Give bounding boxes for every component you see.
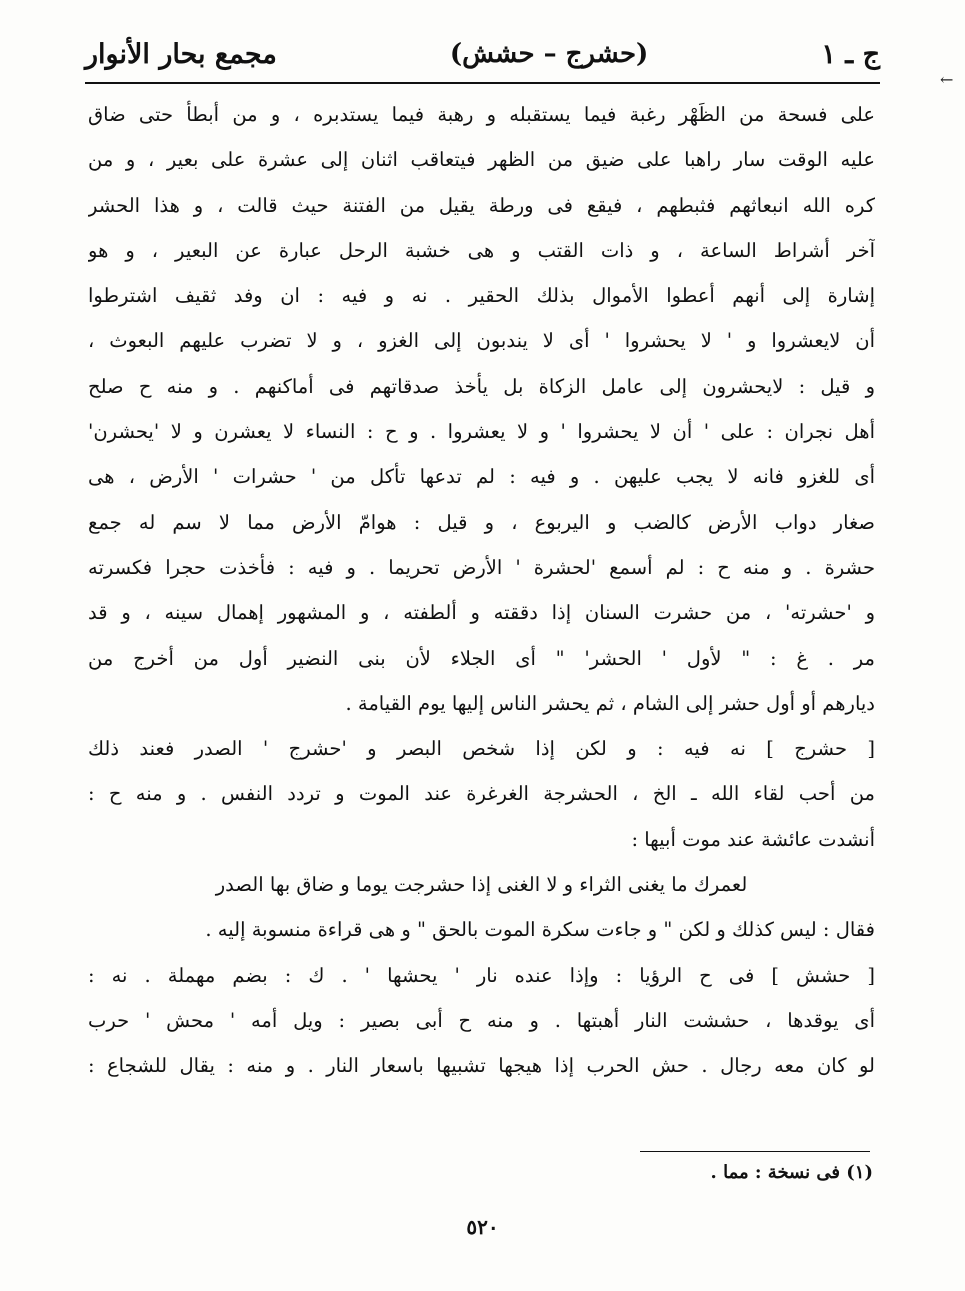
book-title: مجمع بحار الأنوار	[85, 38, 277, 70]
text-line: حشرة . و منه ح : لم أسمع 'لحشرة ' الأرض تحريما . و فيه : فأخذت حجرا فكسرته	[88, 555, 875, 579]
footnote: (١) فى نسخة : مما .	[710, 1162, 873, 1183]
section-range: (حشرج – حشش)	[449, 39, 649, 69]
footnote-rule	[640, 1151, 870, 1152]
text-line: مر . غ : " لأول ' الحشر' " أى الجلاء لأن بنى النضير أول من أخرج من	[88, 646, 875, 670]
text-line: صغار دواب الأرض كالضب و اليربوع ، و قيل : هوامّ الأرض مما لا سم له جمع	[88, 510, 875, 534]
margin-mark: ←	[940, 70, 954, 89]
text-line: آخر أشراط الساعة ، و ذات القتب و هى خشبة الرحل عبارة عن البعير ، و هو	[88, 238, 875, 262]
text-line: لو كان معه رجال . حش الحرب إذا هيجها تشبيها باسعار النار . و منه : يقال للشجاع :	[88, 1054, 875, 1078]
text-line: أنشدت عائشة عند موت أبيها :	[631, 827, 875, 851]
text-line: أهل نجران : على ' أن لا يحشروا ' و لا يعشروا . و ح : النساء لا يعشرن و لا 'يحشرن'	[88, 420, 875, 444]
text-line: من أحب لقاء الله ـ الخ ، الحشرجة الغرغرة عند الموت و تردد النفس . و منه ح :	[88, 782, 875, 806]
body-text	[88, 92, 875, 1089]
text-line: عليه الوقت سار راهبا على ضيق من الظهر فيتعاقب اثنان إلى عشرة على بعير ، و من	[88, 148, 875, 172]
header-rule	[85, 82, 880, 84]
text-line: فقال : ليس كذلك و لكن " و جاءت سكرة الموت بالحق " و هى قراءة منسوبة إليه .	[205, 918, 875, 942]
text-line: إشارة إلى أنهم أعطوا الأموال بذلك الحقير . نه و فيه : ان وفد ثقيف اشترطوا	[88, 284, 875, 308]
page-number: ٥٢٠	[466, 1215, 499, 1239]
text-line: أى يوقدها ، حششت النار أهبتها . و منه ح أبى بصير : ويل أمه ' محش ' حرب	[88, 1008, 875, 1032]
entry-heading-line: [ حشرج ] نه فيه : و لكن إذا شخص البصر و 'حشرج ' الصدر فعند ذلك	[88, 737, 875, 761]
text-line: أى للغزو فانه لا يجب عليهن . و فيه : لم تدعها تأكل من ' حشرات ' الأرض ، هى	[88, 465, 875, 489]
volume-label: ج ـ ١	[821, 38, 880, 70]
text-line: ديارهم أو أول حشر إلى الشام ، ثم يحشر الناس إليها يوم القيامة .	[345, 691, 875, 715]
verse-line: لعمرك ما يغنى الثراء و لا الغنى إذا حشرجت يوما و ضاق بها الصدر	[215, 873, 748, 897]
text-line: و قيل : لايحشرون إلى عامل الزكاة بل يأخذ صدقاتهم فى أماكنهم . و منه ح صلح	[88, 374, 875, 398]
text-line: أن لايعشروا و ' لا يحشروا ' أى لا يندبون إلى الغزو ، و لا تضرب عليهم البعوث ،	[88, 329, 875, 353]
entry-heading-line: [ حشش ] فى ح الرؤيا : وإذا عنده نار ' يحشها ' . ك : بضم مهملة . نه :	[88, 963, 875, 987]
text-line: على فسحة من الظَهْر رغبة فيما يستقبله و رهبة فيما يستدبره ، و من أبطأ حتى ضاق	[88, 103, 875, 126]
running-header	[85, 30, 880, 78]
text-line: و 'حشرته' ، من حشرت السنان إذا دققته و ألطفته ، و المشهور إهمال سينه ، و قد	[88, 601, 875, 625]
text-line: كره الله انبعاثهم فثبطهم ، فيقع فى ورطة يقيل من الفتنة حيث قالت ، و هذا الحشر	[88, 193, 875, 217]
